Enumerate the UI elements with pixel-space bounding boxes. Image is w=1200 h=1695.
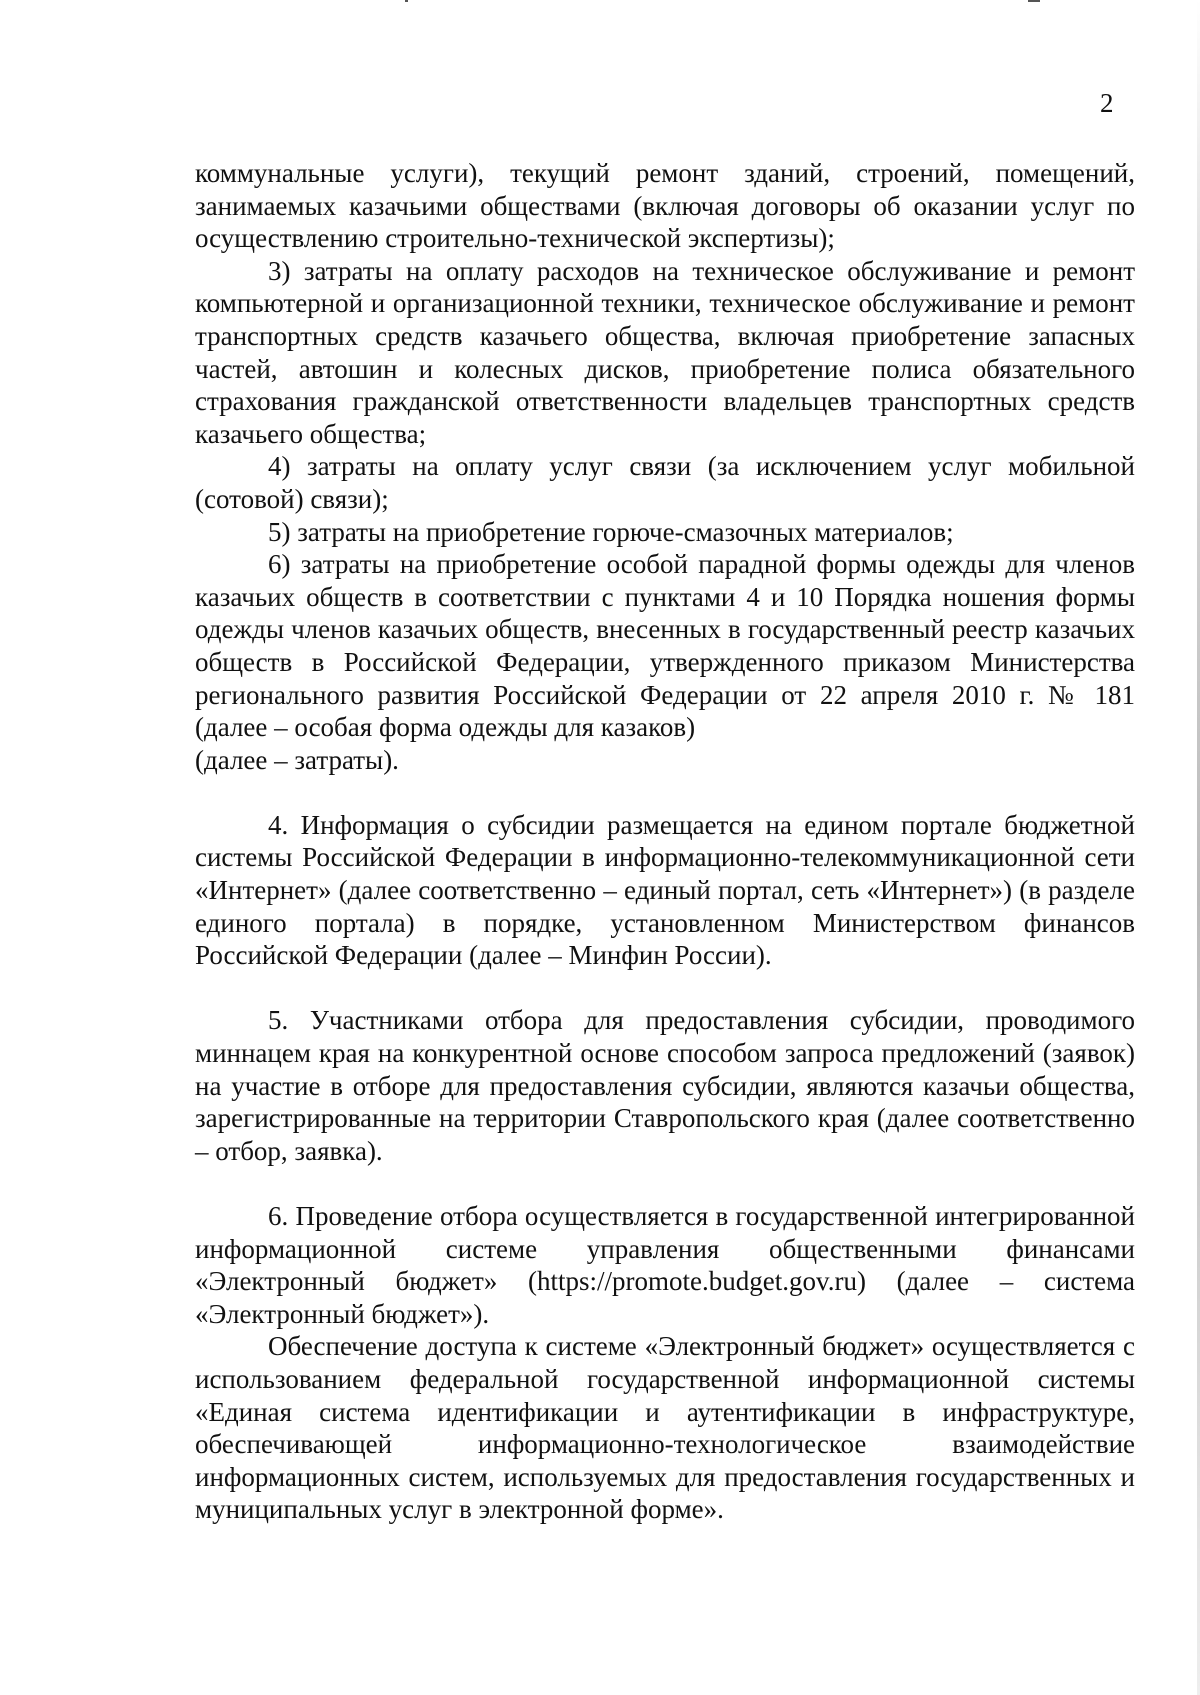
page-number: 2 — [1100, 88, 1114, 118]
paragraph-item-5: 5) затраты на приобретение горюче-смазочных материалов; — [268, 516, 954, 547]
paragraph-section-5: 5. Участниками отбора для предоставления субсидии, проводимого миннацем края на конкурентной основе способом запроса предложений (заявок) на участие в отборе для предоставления субсидии, являются казачьи общества, зарегистрированные на территории Ставропольского края (далее соответственно – отбор, заявка). — [195, 1005, 1135, 1166]
scan-artifact — [1028, 0, 1040, 2]
document-body — [195, 157, 1135, 1526]
paragraph-access: Обеспечение доступа к системе «Электронный бюджет» осуществляется с использованием федеральной государственной информационной системы «Единая система идентификации и аутентификации в инфраструктуре, обеспечивающей информационно-технологическое взаимодействие информационных систем, используемых для предоставления государственных и муниципальных услуг в электронной форме». — [195, 1331, 1135, 1525]
paragraph-item-4: 4) затраты на оплату услуг связи (за исключением услуг мобильной (сотовой) связи); — [195, 451, 1135, 514]
paragraph-section-6: 6. Проведение отбора осуществляется в государственной интегрированной информационной системе управления общественными финансами «Электронный бюджет» (https://promote.budget.gov.ru) (далее – система «Электронный бюджет»). — [195, 1201, 1135, 1329]
paragraph-continuation: коммунальные услуги), текущий ремонт зданий, строений, помещений, занимаемых казачьими обществами (включая договоры об оказании услуг по осуществлению строительно-технической экспертизы); — [195, 158, 1135, 254]
paragraph-section-4: 4. Информация о субсидии размещается на едином портале бюджетной системы Российской Федерации в информационно-телекоммуникационной сети «Интернет» (далее соответственно – единый портал, сеть «Интернет») (в разделе единого портала) в порядке, установленном Министерством финансов Российской Федерации (далее – Минфин России). — [195, 809, 1135, 971]
paragraph-item-3: 3) затраты на оплату расходов на техническое обслуживание и ремонт компьютерной и организационной техники, техническое обслуживание и ремонт транспортных средств казачьего общества, включая приобретение запасных частей, автошин и колесных дисков, приобретение полиса обязательного страхования гражданской ответственности владельцев транспортных средств казачьего общества; — [195, 255, 1135, 449]
paragraph-costs-definition: (далее – затраты). — [195, 744, 399, 775]
scan-artifact — [405, 0, 408, 2]
paragraph-item-6: 6) затраты на приобретение особой парадной формы одежды для членов казачьих обществ в соответствии с пунктами 4 и 10 Порядка ношения формы одежды членов казачьих обществ, внесенных в государственный реестр казачьих обществ в Российской Федерации, утвержденного приказом Министерства регионального развития Российской Федерации от 22 апреля 2010 г. № 181 (далее – особая форма одежды для казаков) — [195, 549, 1135, 743]
